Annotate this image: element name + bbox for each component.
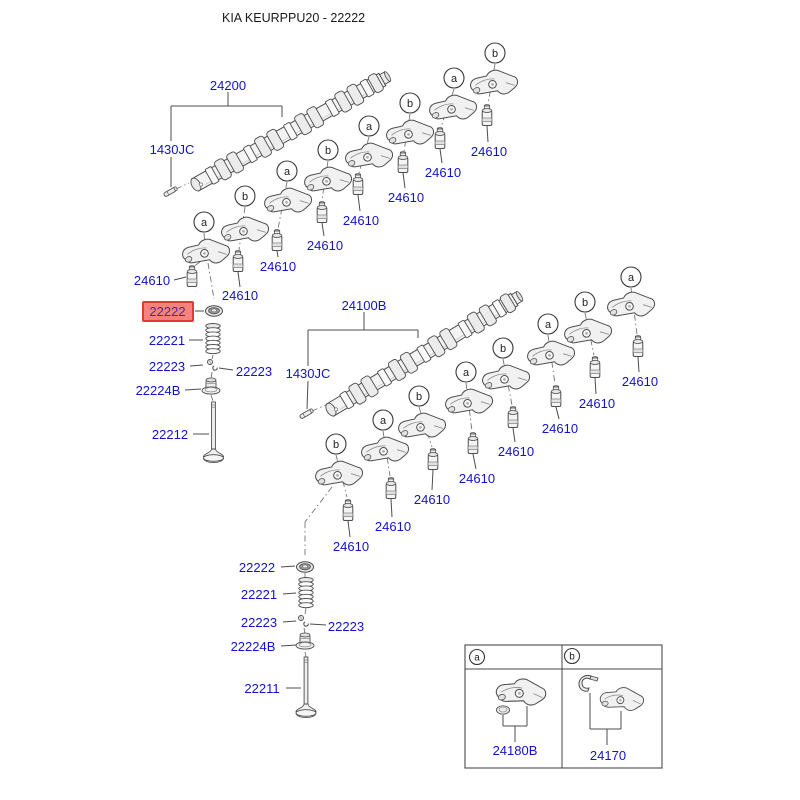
valve-drawing <box>296 657 316 718</box>
marker-letter: b <box>491 48 499 60</box>
part-label-camshaft-top[interactable]: 24200 <box>209 78 247 93</box>
part-label-legend-b[interactable]: 24170 <box>589 748 627 763</box>
marker-letter: b <box>499 343 507 355</box>
part-label-tappet[interactable]: 24610 <box>413 492 451 507</box>
tappet-drawing <box>233 251 243 272</box>
rocker-arm-drawing <box>313 454 365 497</box>
part-label-spring-retainer-selected[interactable]: 22222 <box>149 304 186 319</box>
marker-letter: a <box>450 73 458 85</box>
marker-letter: b <box>241 191 249 203</box>
rocker-unit <box>384 93 436 205</box>
rocker-arm-drawing <box>427 88 479 131</box>
rocker-unit <box>468 43 520 159</box>
part-label-tappet[interactable]: 24610 <box>387 190 425 205</box>
part-label-tappet[interactable]: 24610 <box>259 259 297 274</box>
page-title: KIA KEURPPU20 - 22222 <box>222 11 366 25</box>
marker-letter: a <box>283 166 291 178</box>
tappet-drawing <box>633 336 643 357</box>
tappet-drawing <box>386 478 396 499</box>
part-label-stem-seal[interactable]: 22224B <box>230 639 276 654</box>
spring-retainer-drawing <box>297 562 314 572</box>
rocker-unit <box>219 186 271 303</box>
part-label-camshaft-bolt[interactable]: 1430JC <box>285 366 331 381</box>
camshaft-bolt-drawing <box>299 408 313 419</box>
marker-letter: a <box>365 121 373 133</box>
part-label-tappet[interactable]: 24610 <box>306 238 344 253</box>
tappet-drawing <box>353 174 363 195</box>
tappet-drawing <box>317 202 327 223</box>
marker-letter: b <box>415 391 423 403</box>
valve-stack-top <box>136 302 272 463</box>
marker-letter: b <box>332 439 340 451</box>
rocker-unit <box>134 212 233 299</box>
part-label-tappet[interactable]: 24610 <box>332 539 370 554</box>
valve-stack-bottom <box>231 560 364 718</box>
part-label-tappet[interactable]: 24610 <box>470 144 508 159</box>
part-label-valve[interactable]: 22211 <box>244 681 280 696</box>
part-label-tappet[interactable]: 24610 <box>221 288 259 303</box>
part-label-tappet[interactable]: 24610 <box>133 273 171 288</box>
part-label-tappet[interactable]: 24610 <box>424 165 462 180</box>
retainer-key-drawing <box>299 616 309 627</box>
part-label-valve[interactable]: 22212 <box>151 427 189 442</box>
tappet-drawing <box>435 128 445 149</box>
tappet-drawing <box>272 230 282 251</box>
rocker-arm-drawing <box>343 136 395 179</box>
rocker-unit <box>305 434 369 558</box>
marker-letter: b <box>581 297 589 309</box>
part-label-tappet[interactable]: 24610 <box>458 471 496 486</box>
tappet-drawing <box>398 152 408 173</box>
tappet-drawing <box>187 266 197 287</box>
part-label-tappet[interactable]: 24610 <box>374 519 412 534</box>
part-label-retainer-key[interactable]: 22223 <box>240 615 278 630</box>
part-label-tappet[interactable]: 24610 <box>342 213 380 228</box>
stem-seal-drawing <box>296 633 314 649</box>
camshaft-bolt-drawing <box>163 186 177 197</box>
marker-letter: b <box>569 651 575 663</box>
part-label-retainer-key[interactable]: 22223 <box>235 364 273 379</box>
tappet-drawing <box>428 449 438 470</box>
rocker-arm-drawing <box>480 358 532 401</box>
valve-spring-drawing <box>299 578 313 608</box>
rocker-arm-drawing <box>384 113 436 156</box>
part-label-camshaft-bolt[interactable]: 1430JC <box>149 142 195 157</box>
rocker-unit <box>605 267 658 389</box>
part-label-legend-a[interactable]: 24180B <box>492 743 538 758</box>
part-label-tappet[interactable]: 24610 <box>541 421 579 436</box>
valve-drawing <box>204 402 224 463</box>
tappet-drawing <box>343 500 353 521</box>
part-label-spring-retainer[interactable]: 22222 <box>238 560 276 575</box>
pad-drawing <box>497 706 510 714</box>
valve-spring-drawing <box>206 324 220 354</box>
part-label-valve-spring[interactable]: 22221 <box>240 587 278 602</box>
tappet-drawing <box>590 357 600 378</box>
tappet-drawing <box>508 407 518 428</box>
retainer-key-drawing <box>208 360 218 371</box>
part-label-camshaft-bottom[interactable]: 24100B <box>341 298 387 313</box>
legend-box <box>465 645 662 768</box>
spring-retainer-drawing <box>206 306 223 316</box>
marker-letter: a <box>544 319 552 331</box>
tappet-drawing <box>482 105 492 126</box>
part-label-retainer-key[interactable]: 22223 <box>327 619 365 634</box>
tappet-drawing <box>468 433 478 454</box>
marker-letter: a <box>474 652 480 664</box>
part-label-tappet[interactable]: 24610 <box>578 396 616 411</box>
marker-letter: a <box>462 367 470 379</box>
marker-letter: a <box>379 415 387 427</box>
part-label-retainer-key[interactable]: 22223 <box>148 359 186 374</box>
part-label-stem-seal[interactable]: 22224B <box>135 383 181 398</box>
marker-letter: b <box>324 145 332 157</box>
tappet-drawing <box>551 386 561 407</box>
part-label-tappet[interactable]: 24610 <box>497 444 535 459</box>
part-label-tappet[interactable]: 24610 <box>621 374 659 389</box>
stem-seal-drawing <box>202 378 220 394</box>
marker-letter: b <box>406 98 414 110</box>
rocker-arm-drawing <box>396 406 448 449</box>
part-label-valve-spring[interactable]: 22221 <box>148 333 186 348</box>
marker-letter: a <box>200 217 208 229</box>
marker-letter: a <box>627 272 635 284</box>
